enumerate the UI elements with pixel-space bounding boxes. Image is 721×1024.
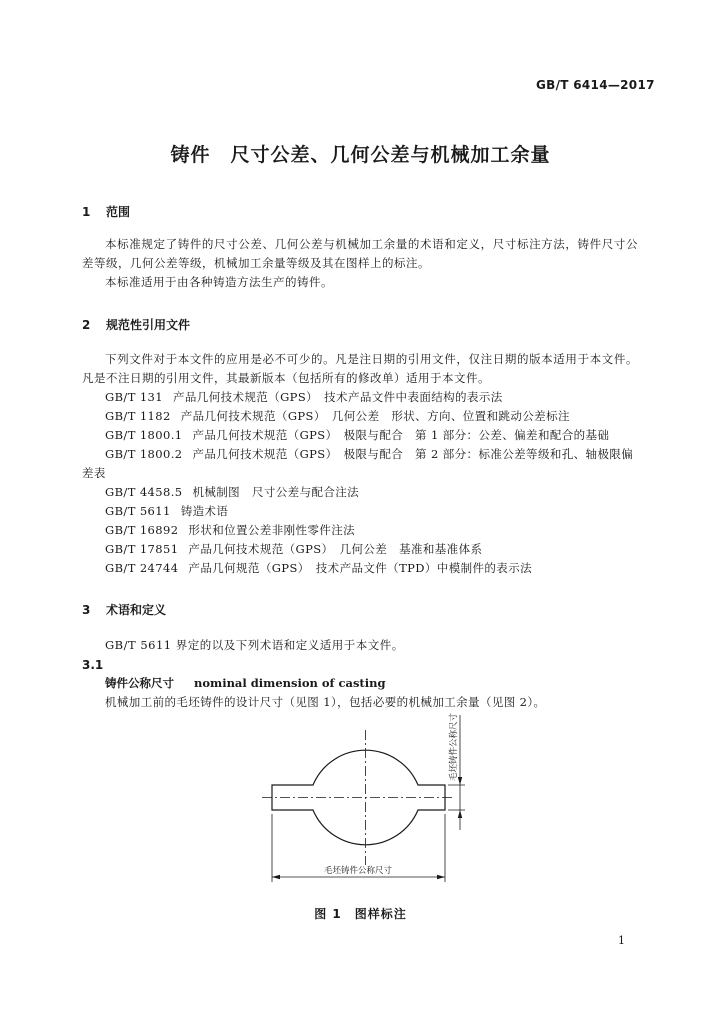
arrow-left [272, 875, 280, 879]
reference-title: 产品几何技术规范（GPS） 极限与配合 第 2 部分：标准公差等级和孔、轴极限偏 [192, 447, 634, 461]
reference-title: 产品几何规范（GPS） 技术产品文件（TPD）中模制件的表示法 [188, 561, 532, 575]
reference-title: 产品几何技术规范（GPS） 几何公差 基准和基准体系 [188, 542, 483, 556]
reference-item [105, 560, 532, 576]
term-number: 3.1 [82, 658, 104, 672]
vertical-dimension-label: 毛坯铸件公称尺寸 [449, 712, 459, 782]
reference-title: 形状和位置公差非刚性零件注法 [188, 523, 356, 537]
reference-item [105, 389, 503, 405]
reference-code: GB/T 1800.2 [105, 447, 183, 461]
section-number: 2 [82, 318, 91, 332]
horizontal-dimension-label: 毛坯铸件公称尺寸 [323, 866, 393, 876]
reference-item [105, 541, 482, 557]
reference-item [105, 446, 633, 462]
reference-code: GB/T 1182 [105, 409, 171, 423]
term-chinese: 铸件公称尺寸 [105, 676, 174, 690]
term-entry [105, 675, 386, 691]
reference-code: GB/T 4458.5 [105, 485, 183, 499]
term-definition: 机械加工前的毛坯铸件的设计尺寸（见图 1），包括必要的机械加工余量（见图 2）。 [105, 695, 546, 709]
section-title: 规范性引用文件 [106, 318, 191, 332]
reference-code: GB/T 16892 [105, 523, 179, 537]
reference-title: 差表 [82, 466, 106, 480]
casting-drawing-figure [250, 710, 490, 896]
arrow-bottom [458, 810, 462, 818]
reference-title: 铸造术语 [180, 504, 229, 518]
term-english: nominal dimension of casting [194, 676, 386, 690]
reference-item [105, 503, 228, 519]
reference-item [105, 484, 359, 500]
reference-code: GB/T 5611 [105, 504, 171, 518]
section-title: 范围 [106, 205, 131, 219]
page-number: 1 [618, 934, 625, 947]
standard-code: GB/T 6414—2017 [536, 78, 655, 92]
terms-intro: GB/T 5611 界定的以及下列术语和定义适用于本文件。 [105, 638, 404, 652]
reference-code: GB/T 17851 [105, 542, 179, 556]
reference-item [105, 408, 570, 424]
section-heading-3 [82, 601, 166, 618]
arrow-right [437, 875, 445, 879]
section-heading-1 [82, 203, 130, 220]
reference-code: GB/T 24744 [105, 561, 179, 575]
reference-code: GB/T 1800.1 [105, 428, 183, 442]
reference-item-continued [82, 465, 106, 481]
references-intro: 下列文件对于本文件的应用是必不可少的。凡是注日期的引用文件，仅注日期的版本适用于本文件。凡是不注日期的引用文件，其最新版本（包括所有的修改单）适用于本文件。 [82, 352, 638, 385]
section-title: 术语和定义 [106, 603, 167, 617]
reference-item [105, 427, 609, 443]
reference-title: 产品几何技术规范（GPS） 极限与配合 第 1 部分：公差、偏差和配合的基础 [192, 428, 610, 442]
scope-paragraph-2: 本标准适用于由各种铸造方法生产的铸件。 [105, 275, 333, 289]
reference-title: 产品几何技术规范（GPS） 技术产品文件中表面结构的表示法 [173, 390, 503, 404]
section-heading-2 [82, 316, 190, 333]
reference-item [105, 522, 355, 538]
section-number: 1 [82, 205, 91, 219]
page-title: 铸件 尺寸公差、几何公差与机械加工余量 [170, 144, 551, 166]
figure-caption: 图 1 图样标注 [314, 907, 407, 921]
reference-title: 机械制图 尺寸公差与配合注法 [192, 485, 360, 499]
scope-paragraph-1: 本标准规定了铸件的尺寸公差、几何公差与机械加工余量的术语和定义，尺寸标注方法，铸件尺寸公差等级，几何公差等级，机械加工余量等级及其在图样上的标注。 [82, 237, 638, 270]
reference-title: 产品几何技术规范（GPS） 几何公差 形状、方向、位置和跳动公差标注 [180, 409, 570, 423]
section-number: 3 [82, 603, 91, 617]
reference-code: GB/T 131 [105, 390, 163, 404]
